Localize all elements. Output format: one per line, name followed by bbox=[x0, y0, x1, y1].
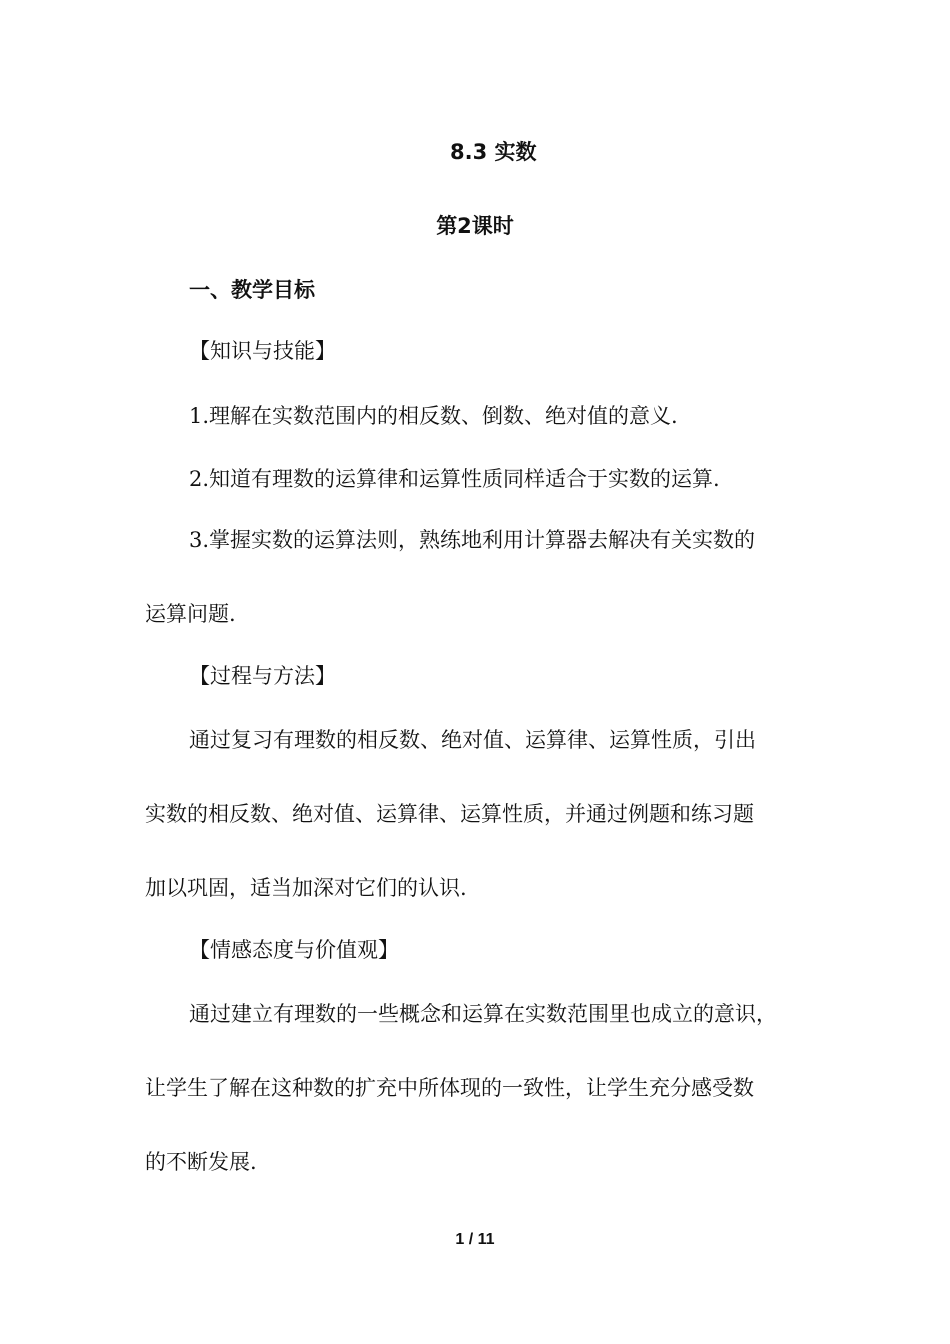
process-line-3: 加以巩固，适当加深对它们的认识. bbox=[145, 876, 467, 900]
lesson-subtitle: 第2课时 bbox=[436, 214, 514, 238]
attitude-heading: 【情感态度与价值观】 bbox=[189, 938, 399, 962]
process-line-2: 实数的相反数、绝对值、运算律、运算性质，并通过例题和练习题 bbox=[145, 802, 754, 826]
process-line-1: 通过复习有理数的相反数、绝对值、运算律、运算性质，引出 bbox=[189, 728, 756, 752]
knowledge-heading: 【知识与技能】 bbox=[189, 339, 336, 363]
attitude-line-2: 让学生了解在这种数的扩充中所体现的一致性，让学生充分感受数 bbox=[145, 1076, 754, 1100]
knowledge-item-1: 1.理解在实数范围内的相反数、倒数、绝对值的意义. bbox=[189, 404, 678, 428]
knowledge-item-2: 2.知道有理数的运算律和运算性质同样适合于实数的运算. bbox=[189, 467, 720, 491]
process-heading: 【过程与方法】 bbox=[189, 664, 336, 688]
knowledge-item-3-line-2: 运算问题. bbox=[145, 602, 236, 626]
section-heading-objectives: 一、教学目标 bbox=[189, 278, 315, 302]
document-title: 8.3 实数 bbox=[450, 140, 537, 164]
attitude-line-3: 的不断发展. bbox=[145, 1150, 257, 1174]
page-number: 1 / 11 bbox=[455, 1231, 495, 1248]
attitude-line-1: 通过建立有理数的一些概念和运算在实数范围里也成立的意识， bbox=[189, 1002, 777, 1026]
knowledge-item-3-line-1: 3.掌握实数的运算法则，熟练地利用计算器去解决有关实数的 bbox=[189, 528, 756, 552]
